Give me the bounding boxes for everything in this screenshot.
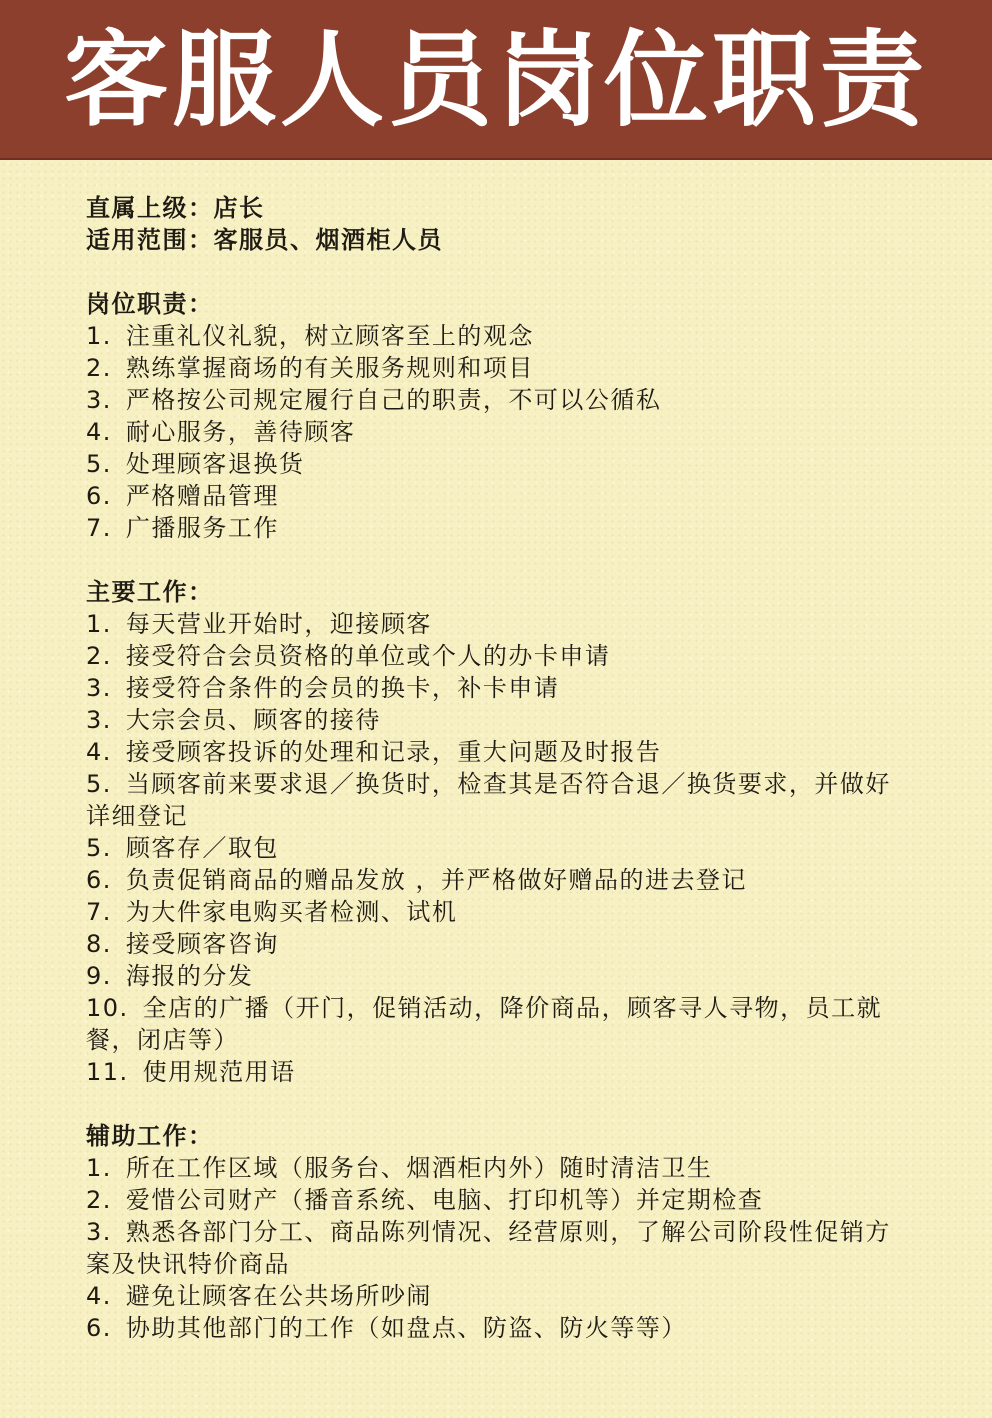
item-text: 所在工作区域（服务台、烟酒柜内外）随时清洁卫生 <box>125 1154 713 1182</box>
item-number: 1. <box>86 610 112 638</box>
section-duties <box>86 288 916 544</box>
item-text: 严格按公司规定履行自己的职责，不可以公循私 <box>125 386 662 414</box>
list-item <box>86 1184 916 1216</box>
item-text: 避免让顾客在公共场所吵闹 <box>125 1282 432 1310</box>
item-number: 1. <box>86 1154 112 1182</box>
section-title: 主要工作： <box>86 578 214 606</box>
item-number: 4. <box>86 1282 112 1310</box>
item-number: 5. <box>86 770 112 798</box>
item-number: 2. <box>86 1186 112 1214</box>
list-item <box>86 448 916 480</box>
section-title: 辅助工作： <box>86 1122 214 1150</box>
list-item <box>86 352 916 384</box>
list-item <box>86 416 916 448</box>
list-item <box>86 928 916 960</box>
list-item <box>86 480 916 512</box>
item-number: 4. <box>86 418 112 446</box>
item-text: 熟悉各部门分工、商品陈列情况、经营原则，了解公司阶段性促销方案及快讯特价商品 <box>86 1218 891 1278</box>
item-text: 接受符合条件的会员的换卡，补卡申请 <box>125 674 560 702</box>
item-text: 为大件家电购买者检测、试机 <box>125 898 458 926</box>
section-auxiliary-work <box>86 1120 916 1344</box>
item-number: 3. <box>86 1218 112 1246</box>
item-number: 5. <box>86 450 112 478</box>
title-banner <box>0 0 992 160</box>
list-item <box>86 672 916 704</box>
section-main-work <box>86 576 916 1088</box>
item-number: 10. <box>86 994 129 1022</box>
list-item <box>86 960 916 992</box>
item-number: 8. <box>86 930 112 958</box>
item-text: 耐心服务，善待顾客 <box>125 418 356 446</box>
item-text: 全店的广播（开门，促销活动，降价商品，顾客寻人寻物，员工就餐，闭店等） <box>86 994 883 1054</box>
item-text: 负责促销商品的赠品发放 ，并严格做好赠品的进去登记 <box>125 866 748 894</box>
item-text: 大宗会员、顾客的接待 <box>125 706 381 734</box>
item-number: 6. <box>86 1314 112 1342</box>
item-number: 2. <box>86 354 112 382</box>
item-text: 接受顾客咨询 <box>125 930 279 958</box>
item-text: 每天营业开始时，迎接顾客 <box>125 610 432 638</box>
list-item <box>86 1280 916 1312</box>
item-text: 广播服务工作 <box>125 514 279 542</box>
item-text: 海报的分发 <box>125 962 254 990</box>
item-text: 协助其他部门的工作（如盘点、防盗、防火等等） <box>125 1314 687 1342</box>
item-text: 注重礼仪礼貌，树立顾客至上的观念 <box>125 322 534 350</box>
item-number: 7. <box>86 898 112 926</box>
list-item <box>86 704 916 736</box>
list-item <box>86 992 916 1056</box>
item-number: 9. <box>86 962 112 990</box>
item-number: 11. <box>86 1058 129 1086</box>
item-text: 熟练掌握商场的有关服务规则和项目 <box>125 354 534 382</box>
item-number: 1. <box>86 322 112 350</box>
list-item <box>86 832 916 864</box>
item-number: 3. <box>86 674 112 702</box>
item-number: 3. <box>86 706 112 734</box>
page-title: 客服人员岗位职责 <box>63 18 928 141</box>
item-text: 处理顾客退换货 <box>125 450 305 478</box>
list-item <box>86 320 916 352</box>
item-text: 当顾客前来要求退／换货时，检查其是否符合退／换货要求，并做好详细登记 <box>86 770 891 830</box>
list-item <box>86 1152 916 1184</box>
applicable-scope: 适用范围：客服员、烟酒柜人员 <box>86 226 443 254</box>
item-text: 使用规范用语 <box>142 1058 296 1086</box>
list-item <box>86 896 916 928</box>
list-item <box>86 736 916 768</box>
direct-superior: 直属上级：店长 <box>86 194 265 222</box>
list-item <box>86 1216 916 1280</box>
list-item <box>86 608 916 640</box>
item-number: 7. <box>86 514 112 542</box>
list-item <box>86 768 916 832</box>
item-text: 接受顾客投诉的处理和记录，重大问题及时报告 <box>125 738 662 766</box>
item-number: 6. <box>86 482 112 510</box>
list-item <box>86 1056 916 1088</box>
list-item <box>86 512 916 544</box>
item-text: 顾客存／取包 <box>125 834 279 862</box>
item-text: 严格赠品管理 <box>125 482 279 510</box>
list-item <box>86 384 916 416</box>
list-item <box>86 1312 916 1344</box>
list-item <box>86 864 916 896</box>
item-number: 4. <box>86 738 112 766</box>
item-text: 爱惜公司财产（播音系统、电脑、打印机等）并定期检查 <box>125 1186 764 1214</box>
section-title: 岗位职责： <box>86 290 214 318</box>
item-number: 2. <box>86 642 112 670</box>
document-body <box>86 192 916 1344</box>
item-number: 6. <box>86 866 112 894</box>
item-number: 3. <box>86 386 112 414</box>
item-number: 5. <box>86 834 112 862</box>
list-item <box>86 640 916 672</box>
item-text: 接受符合会员资格的单位或个人的办卡申请 <box>125 642 611 670</box>
